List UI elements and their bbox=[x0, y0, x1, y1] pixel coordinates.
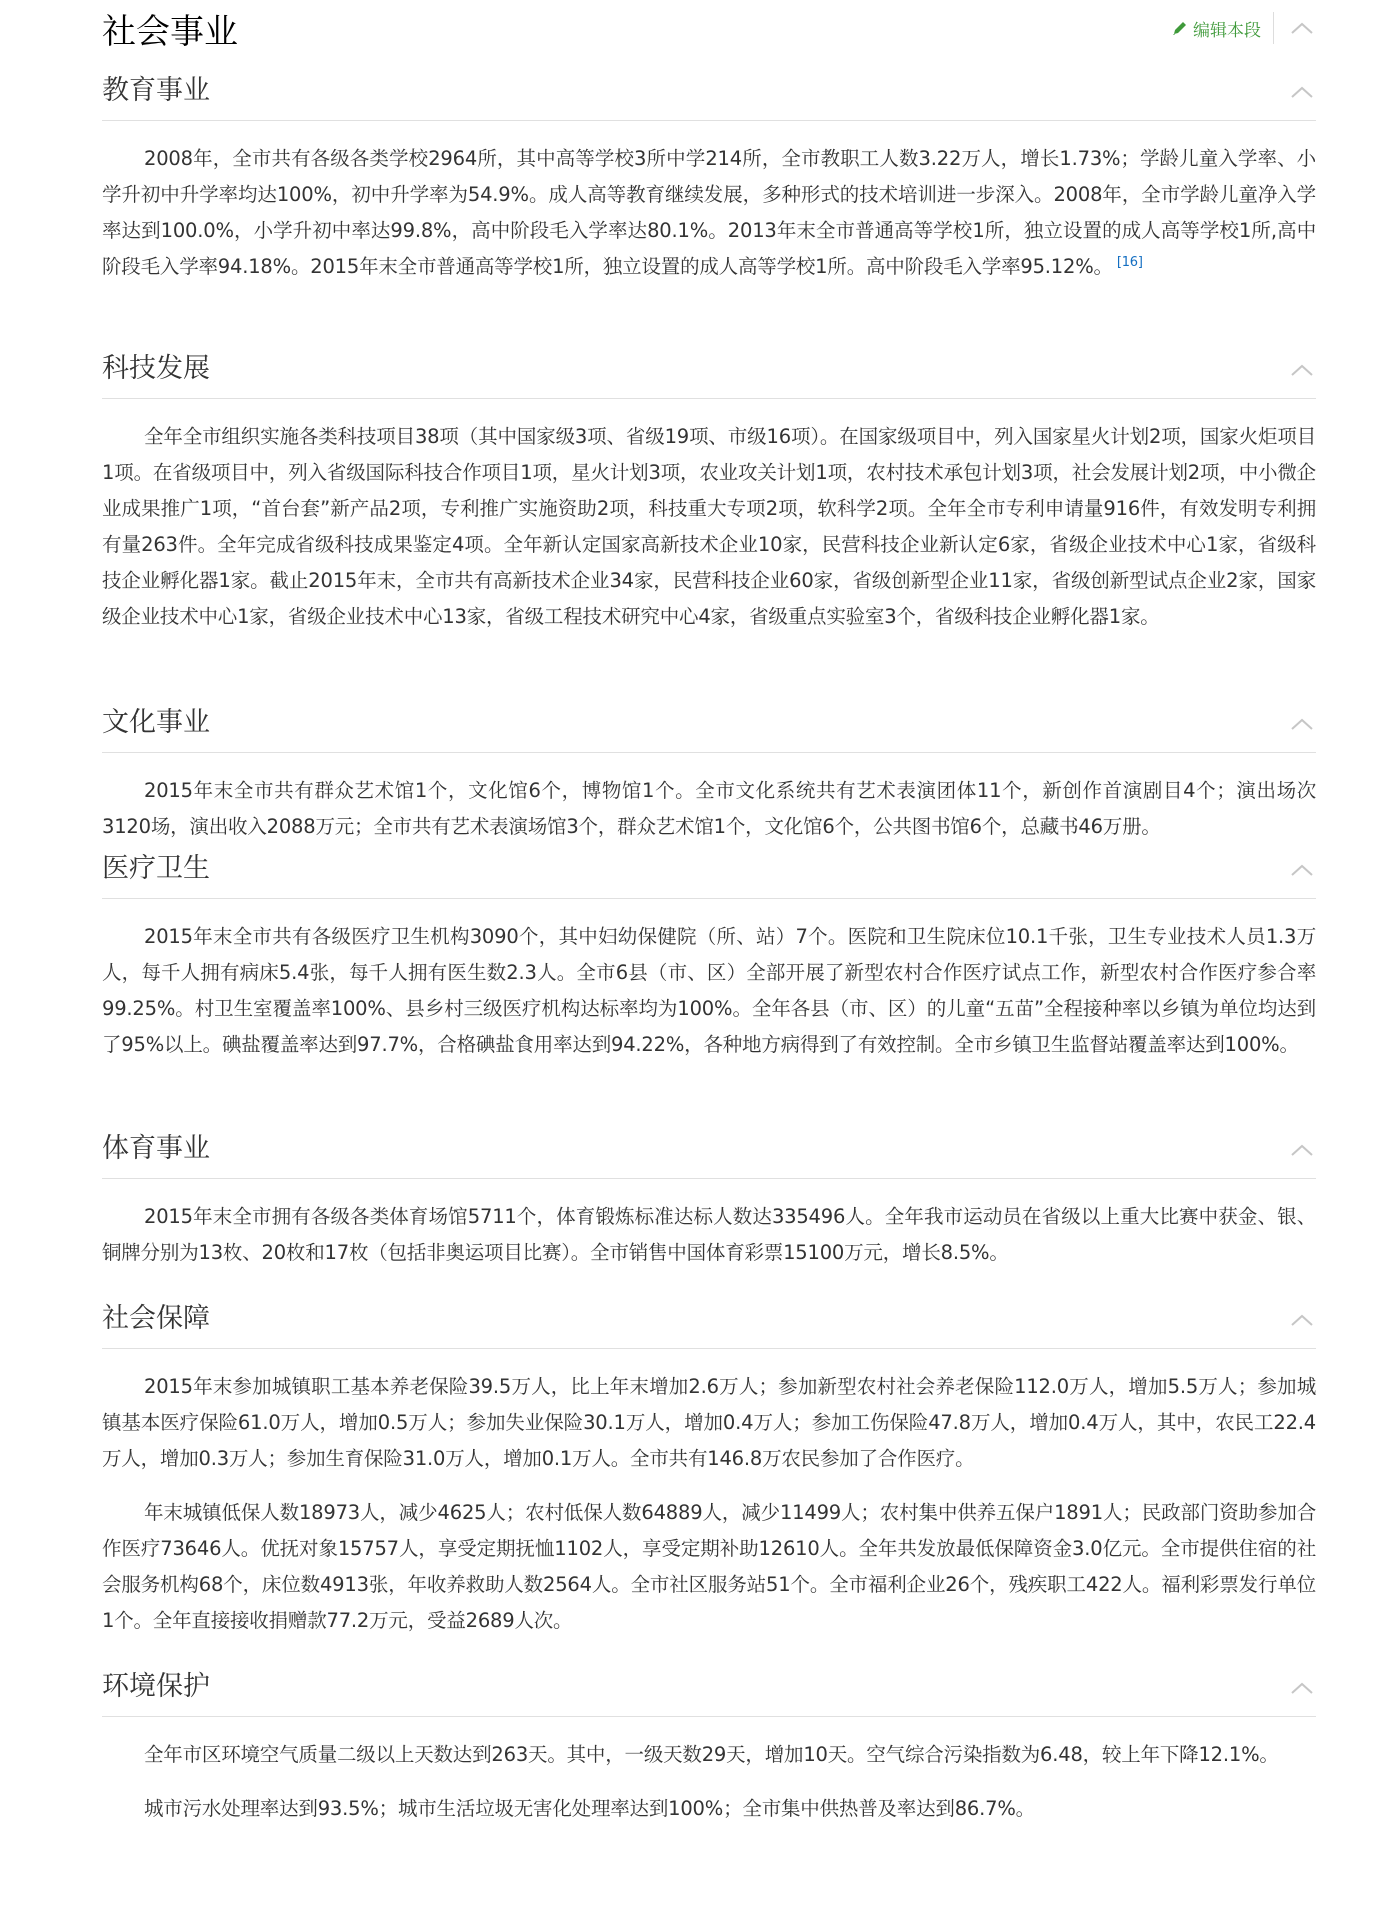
section-education bbox=[102, 64, 1316, 285]
section-header bbox=[102, 64, 1316, 121]
section-header bbox=[102, 842, 1316, 899]
chevron-up-icon bbox=[1290, 863, 1314, 877]
paragraph bbox=[102, 141, 1316, 285]
chevron-up-icon bbox=[1290, 85, 1314, 99]
section-header bbox=[102, 696, 1316, 753]
chevron-up-icon bbox=[1290, 1313, 1314, 1327]
chevron-up-icon bbox=[1290, 363, 1314, 377]
edit-section-link[interactable] bbox=[1171, 16, 1273, 41]
paragraph-text: 2008年，全市共有各级各类学校2964所，其中高等学校3所中学214所，全市教职工人数3.22万人，增长1.73%；学龄儿童入学率、小学升初中升学率均达100%，初中升学率为54.9%。成人高等教育继续发展，多种形式的技术培训进一步深入。2008年，全市学龄儿童净入学率达到100.0%，小学升初中率达99.8%，高中阶段毛入学率达80.1%。2013年末全市普通高等学校1所，独立设置的成人高等学校1所,高中阶段毛入学率94.18%。2015年末全市普通高等学校1所，独立设置的成人高等学校1所。高中阶段毛入学率95.12%。 bbox=[102, 147, 1316, 278]
section-header bbox=[102, 1660, 1316, 1717]
chevron-up-icon bbox=[1290, 1143, 1314, 1157]
collapse-button[interactable] bbox=[1288, 1138, 1316, 1162]
collapse-button[interactable] bbox=[1288, 1308, 1316, 1332]
edit-section-label: 编辑本段 bbox=[1193, 20, 1261, 41]
section-title: 文化事业 bbox=[102, 707, 210, 738]
collapse-all-button[interactable] bbox=[1288, 16, 1316, 40]
paragraph: 2015年末参加城镇职工基本养老保险39.5万人，比上年末增加2.6万人；参加新型农村社会养老保险112.0万人，增加5.5万人；参加城镇基本医疗保险61.0万人，增加0.5万人；参加失业保险30.1万人，增加0.4万人；参加工伤保险47.8万人，增加0.4万人，其中，农民工22.4万人，增加0.3万人；参加生育保险31.0万人，增加0.1万人。全市共有146.8万农民参加了合作医疗。 bbox=[102, 1375, 1316, 1470]
edit-tools bbox=[1171, 10, 1316, 46]
pencil-icon bbox=[1171, 19, 1189, 37]
paragraph: 全年全市组织实施各类科技项目38项（其中国家级3项、省级19项、市级16项）。在国家级项目中，列入国家星火计划2项，国家火炬项目1项。在省级项目中，列入省级国际科技合作项目1项，星火计划3项，农业攻关计划1项，农村技术承包计划3项，社会发展计划2项，中小微企业成果推广1项，“首台套”新产品2项，专利推广实施资助2项，科技重大专项2项，软科学2项。全年全市专利申请量916件，有效发明专利拥有量263件。全年完成省级科技成果鉴定4项。全年新认定国家高新技术企业10家，民营科技企业新认定6家，省级企业技术中心1家，省级科技企业孵化器1家。截止2015年末，全市共有高新技术企业34家，民营科技企业60家，省级创新型企业11家，省级创新型试点企业2家，国家级企业技术中心1家，省级企业技术中心13家，省级工程技术研究中心4家，省级重点实验室3个，省级科技企业孵化器1家。 bbox=[102, 425, 1316, 628]
collapse-button[interactable] bbox=[1288, 858, 1316, 882]
collapse-button[interactable] bbox=[1288, 712, 1316, 736]
section-sports bbox=[102, 1122, 1316, 1271]
section-title: 科技发展 bbox=[102, 353, 210, 384]
section-environment bbox=[102, 1660, 1316, 1827]
paragraph: 2015年末全市拥有各级各类体育场馆5711个，体育锻炼标准达标人数达335496人。全年我市运动员在省级以上重大比赛中获金、银、铜牌分别为13枚、20枚和17枚（包括非奥运项目比赛）。全市销售中国体育彩票15100万元，增长8.5%。 bbox=[102, 1205, 1316, 1264]
collapse-button[interactable] bbox=[1288, 358, 1316, 382]
section-title: 教育事业 bbox=[102, 75, 210, 106]
section-social-security bbox=[102, 1292, 1316, 1639]
section-technology bbox=[102, 342, 1316, 635]
section-title: 体育事业 bbox=[102, 1133, 210, 1164]
section-healthcare bbox=[102, 842, 1316, 1063]
section-title: 环境保护 bbox=[102, 1671, 210, 1702]
chevron-up-icon bbox=[1290, 1681, 1314, 1695]
chevron-up-icon bbox=[1290, 717, 1314, 731]
section-header bbox=[102, 1122, 1316, 1179]
section-title: 医疗卫生 bbox=[102, 853, 210, 884]
chevron-up-icon bbox=[1290, 21, 1314, 35]
paragraph: 全年市区环境空气质量二级以上天数达到263天。其中，一级天数29天，增加10天。空气综合污染指数为6.48，较上年下降12.1%。 bbox=[144, 1743, 1279, 1766]
paragraph: 年末城镇低保人数18973人，减少4625人；农村低保人数64889人，减少11499人；农村集中供养五保户1891人；民政部门资助参加合作医疗73646人。优抚对象15757人，享受定期抚恤1102人，享受定期补助12610人。全年共发放最低保障资金3.0亿元。全市提供住宿的社会服务机构68个，床位数4913张，年收养救助人数2564人。全市社区服务站51个。全市福利企业26个，残疾职工422人。福利彩票发行单位1个。全年直接接收捐赠款77.2万元，受益2689人次。 bbox=[102, 1501, 1316, 1632]
section-header bbox=[102, 342, 1316, 399]
section-title: 社会保障 bbox=[102, 1303, 210, 1334]
paragraph: 城市污水处理率达到93.5%；城市生活垃圾无害化处理率达到100%；全市集中供热普及率达到86.7%。 bbox=[144, 1797, 1035, 1820]
section-culture bbox=[102, 696, 1316, 845]
collapse-button[interactable] bbox=[1288, 1676, 1316, 1700]
paragraph: 2015年末全市共有群众艺术馆1个，文化馆6个，博物馆1个。全市文化系统共有艺术表演团体11个，新创作首演剧目4个；演出场次3120场，演出收入2088万元；全市共有艺术表演场馆3个，群众艺术馆1个，文化馆6个，公共图书馆6个，总藏书46万册。 bbox=[102, 779, 1316, 838]
collapse-button[interactable] bbox=[1288, 80, 1316, 104]
divider bbox=[1273, 12, 1274, 44]
page-title: 社会事业 bbox=[102, 12, 238, 52]
paragraph: 2015年末全市共有各级医疗卫生机构3090个，其中妇幼保健院（所、站）7个。医院和卫生院床位10.1千张，卫生专业技术人员1.3万人，每千人拥有病床5.4张，每千人拥有医生数2.3人。全市6县（市、区）全部开展了新型农村合作医疗试点工作，新型农村合作医疗参合率99.25%。村卫生室覆盖率100%、县乡村三级医疗机构达标率均为100%。全年各县（市、区）的儿童“五苗”全程接种率以乡镇为单位均达到了95%以上。碘盐覆盖率达到97.7%，合格碘盐食用率达到94.22%，各种地方病得到了有效控制。全市乡镇卫生监督站覆盖率达到100%。 bbox=[102, 925, 1316, 1056]
reference-link[interactable]: [16] bbox=[1116, 254, 1143, 270]
section-header bbox=[102, 1292, 1316, 1349]
